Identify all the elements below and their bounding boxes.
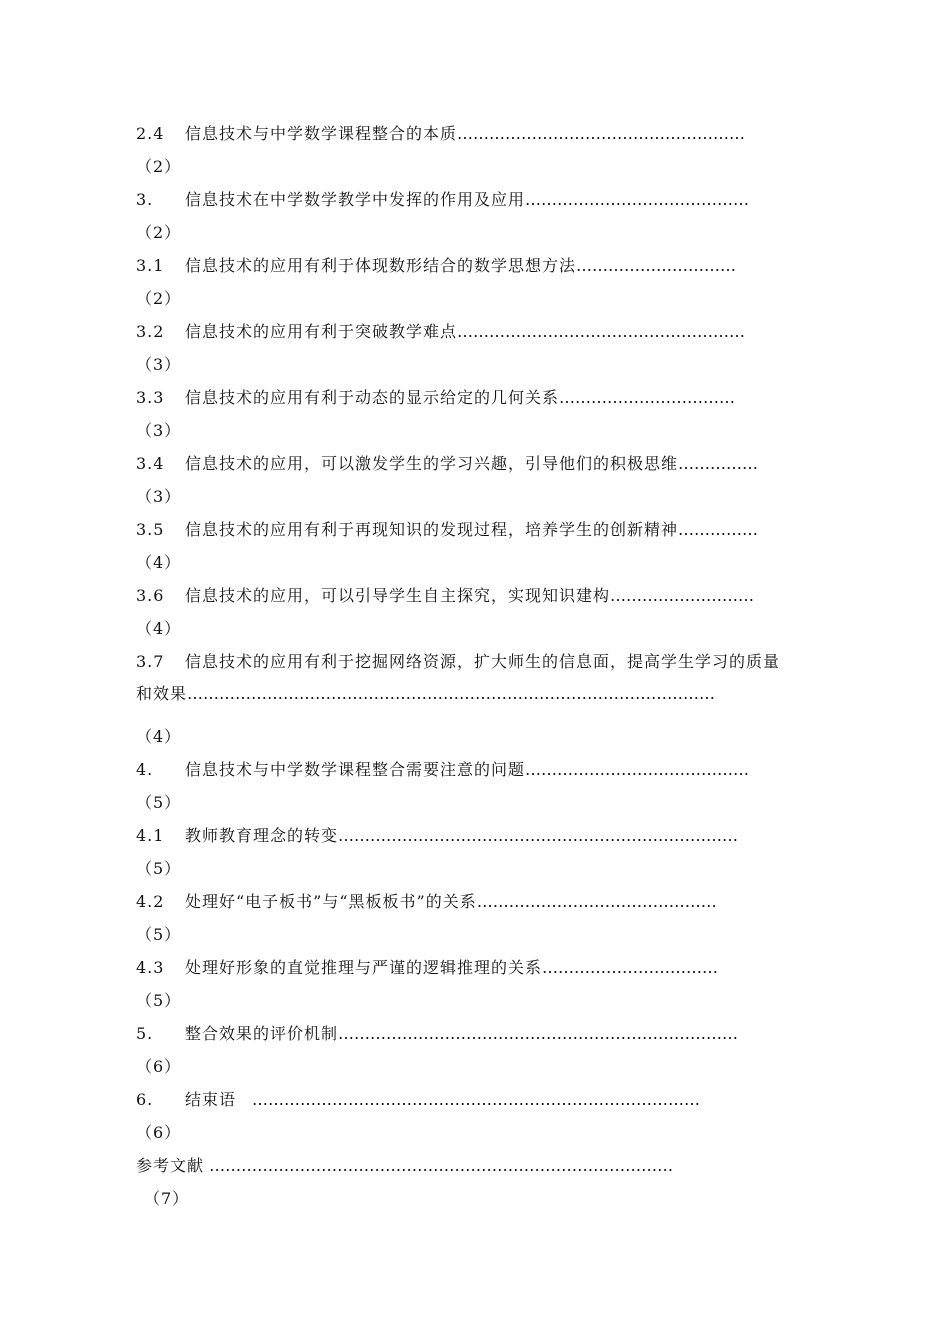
toc-leader-dots: ……………………………: [559, 388, 736, 407]
toc-title: 教师教育理念的转变: [185, 826, 339, 845]
toc-page-number: （6）: [136, 1057, 182, 1076]
toc-leader-dots: …………………………: [576, 256, 737, 275]
toc-page-number: （3）: [136, 487, 182, 506]
toc-number: 3.6: [136, 586, 165, 605]
toc-page-number: （5）: [136, 991, 182, 1010]
toc-number: 2.4: [136, 124, 165, 143]
toc-leader-dots: …………………………………………………………………………: [236, 1090, 701, 1109]
toc-page-number: （3）: [136, 355, 182, 374]
toc-page-number: （5）: [136, 793, 182, 812]
toc-entry[interactable]: [136, 118, 866, 184]
toc-title: 信息技术的应用，可以引导学生自主探究，实现知识建构: [185, 586, 611, 605]
toc-number: 3.2: [136, 322, 165, 341]
toc-entry[interactable]: [136, 1018, 866, 1084]
toc-number: 3.1: [136, 256, 165, 275]
toc-leader-dots: ……………………………………: [525, 190, 750, 209]
toc-number: 3.4: [136, 454, 165, 473]
toc-leader-dots: ………………………………………………: [457, 322, 746, 341]
toc-leader-dots: ………………………………………………: [457, 124, 746, 143]
toc-title: 信息技术的应用，可以激发学生的学习兴趣，引导他们的积极思维: [185, 454, 679, 473]
toc-title: 信息技术的应用有利于突破教学难点: [185, 322, 458, 341]
toc-leader-dots: ……………………………………: [525, 760, 750, 779]
toc-leader-dots: ………………………………………………………………………………………: [187, 684, 716, 703]
toc-number: 4.1: [136, 826, 165, 845]
toc-title: 结束语: [185, 1090, 237, 1109]
toc-entry[interactable]: [136, 448, 866, 514]
toc-title: 信息技术与中学数学课程整合需要注意的问题: [185, 760, 526, 779]
toc-entry[interactable]: [136, 316, 866, 382]
toc-title: 处理好形象的直觉推理与严谨的逻辑推理的关系: [185, 958, 543, 977]
toc-number: 5.: [136, 1024, 154, 1043]
toc-page-number: （2）: [136, 223, 182, 242]
toc-entry[interactable]: [136, 646, 866, 754]
toc-number: 4.3: [136, 958, 165, 977]
toc-entry[interactable]: [136, 580, 866, 646]
toc-number: 3.5: [136, 520, 165, 539]
toc-entry[interactable]: [136, 952, 866, 1018]
toc-page-number: （2）: [136, 289, 182, 308]
toc-entry[interactable]: [136, 886, 866, 952]
toc-page-number: （5）: [136, 925, 182, 944]
toc-leader-dots: ……………………………………………………………………………: [204, 1156, 674, 1175]
toc-leader-dots: …………………………………………………………………: [338, 1024, 739, 1043]
toc-leader-dots: ……………: [678, 454, 759, 473]
toc-entry[interactable]: [136, 514, 866, 580]
toc-leader-dots: …………………………………………………………………: [338, 826, 739, 845]
toc-number: 3.: [136, 190, 154, 209]
toc-page-number: （4）: [136, 619, 182, 638]
toc-page-number: （3）: [136, 421, 182, 440]
toc-page-number: （4）: [136, 553, 182, 572]
toc-number: 3.3: [136, 388, 165, 407]
toc-number: 4.2: [136, 892, 165, 911]
toc-number: 4.: [136, 760, 154, 779]
toc-page-number: （2）: [136, 157, 182, 176]
toc-page-number: （5）: [136, 859, 182, 878]
toc-number: 6.: [136, 1090, 154, 1109]
toc-title: 信息技术与中学数学课程整合的本质: [185, 124, 458, 143]
toc-leader-dots: ……………: [678, 520, 759, 539]
toc-leader-dots: ……………………………: [542, 958, 719, 977]
toc-title: 信息技术的应用有利于挖掘网络资源，扩大师生的信息面，提高学生学习的质量: [185, 652, 781, 671]
toc-title: 信息技术在中学数学教学中发挥的作用及应用: [185, 190, 526, 209]
toc-entry[interactable]: [136, 250, 866, 316]
toc-title: 信息技术的应用有利于再现知识的发现过程，培养学生的创新精神: [185, 520, 679, 539]
toc-entry[interactable]: [136, 820, 866, 886]
toc-title: 处理好“电子板书”与“黑板板书”的关系: [185, 892, 477, 911]
toc-title: 整合效果的评价机制: [185, 1024, 339, 1043]
toc-entry[interactable]: [136, 382, 866, 448]
toc-title: 信息技术的应用有利于动态的显示给定的几何关系: [185, 388, 560, 407]
toc-leader-dots: ………………………………………: [476, 892, 717, 911]
toc-page-number: （6）: [136, 1123, 182, 1142]
table-of-contents: [136, 118, 866, 1216]
toc-leader-dots: ………………………: [610, 586, 755, 605]
toc-entry[interactable]: [136, 1084, 866, 1150]
toc-title: 参考文献: [136, 1156, 205, 1175]
toc-page-number: （7）: [144, 1189, 190, 1208]
toc-entry[interactable]: [136, 1150, 866, 1216]
toc-entry[interactable]: [136, 754, 866, 820]
toc-entry[interactable]: [136, 184, 866, 250]
toc-number: 3.7: [136, 652, 165, 671]
toc-page-number: （4）: [136, 727, 182, 746]
toc-title-continued: 和效果: [136, 684, 188, 703]
toc-title: 信息技术的应用有利于体现数形结合的数学思想方法: [185, 256, 577, 275]
